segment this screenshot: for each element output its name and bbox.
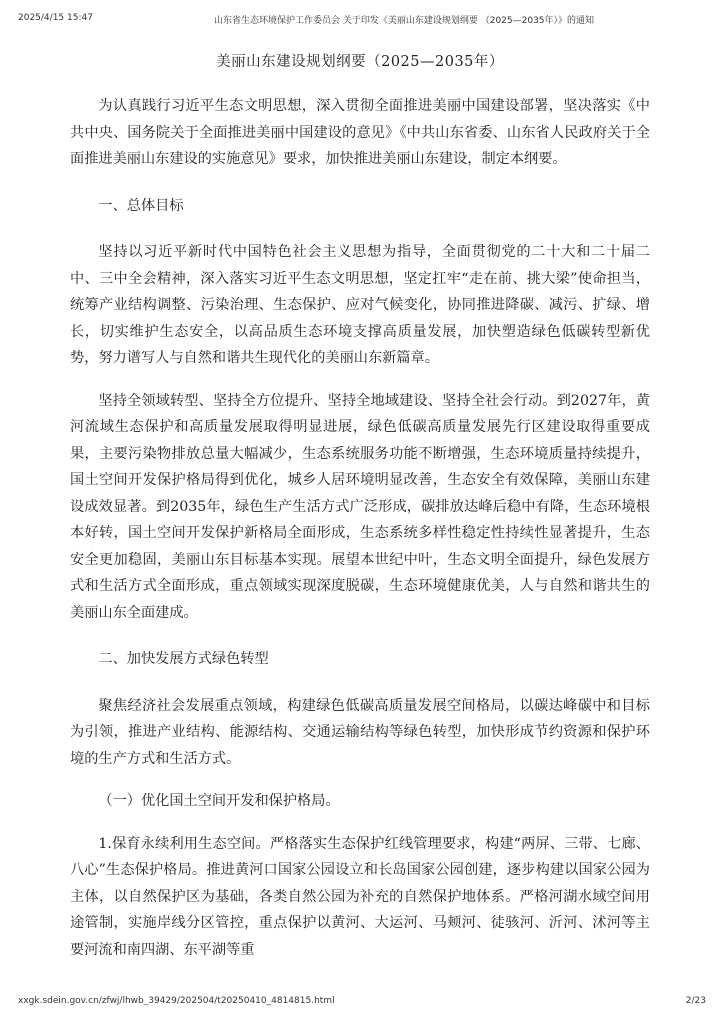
intro-paragraph: 为认真践行习近平生态文明思想，深入贯彻全面推进美丽中国建设部署，坚决落实《中共中央、国务院关于全面推进美丽中国建设的意见》《中共山东省委、山东省人民政府关于全面推进美丽山东建设的实施意见》要求，加快推进美丽山东建设，制定本纲要。 — [70, 98, 650, 167]
subsection-heading-1: （一）优化国土空间开发和保护格局。 — [98, 793, 340, 809]
section-heading-2: 二、加快发展方式绿色转型 — [98, 651, 269, 667]
page-number: 2/23 — [685, 996, 706, 1006]
section1-paragraph-2: 坚持全领域转型、坚持全方位提升、坚持全地域建设、坚持全社会行动。到2027年，黄河流域生态保护和高质量发展取得明显进展，绿色低碳高质量发展先行区建设取得重要成果，主要污染物排放总量大幅减少，生态系统服务功能不断增强，生态环境质量持续提升，国土空间开发保护格局得到优化，城乡人居环境明显改善，生态安全有效保障，美丽山东建设成效显著。到2035年，绿色生产生活方式广泛形成，碳排放达峰后稳中有降，生态环境根本好转，国土空间开发保护新格局全面形成，生态系统多样性稳定性持续性显著提升，生态安全更加稳固，美丽山东目标基本实现。展望本世纪中叶，生态文明全面提升，绿色发展方式和生活方式全面形成，重点领域实现深度脱碳，生态环境健康优美，人与自然和谐共生的美丽山东全面建成。 — [70, 392, 650, 621]
document-body — [70, 50, 650, 963]
item-1-paragraph: 1.保育永续利用生态空间。严格落实生态保护红线管理要求，构建“两屏、三带、七廊、八心”生态保护格局。推进黄河口国家公园设立和长岛国家公园创建，逐步构建以国家公园为主体，以自然保护区为基础，各类自然公园为补充的自然保护地体系。严格河湖水域空间用途管制，实施岸线分区管控，重点保护以黄河、大运河、马颊河、徒骇河、沂河、沭河等主要河流和南四湖、东平湖等重 — [70, 835, 650, 958]
print-page-title: 山东省生态环境保护工作委员会 关于印发《美丽山东建设规划纲要 （2025—2035年）》的通知 — [214, 16, 595, 26]
section-heading-1: 一、总体目标 — [98, 197, 184, 214]
page-url: xxgk.sdein.gov.cn/zfwj/lhwb_39429/202504/t20250410_4814815.html — [18, 996, 335, 1006]
print-footer — [18, 996, 706, 1010]
section2-paragraph-1: 聚焦经济社会发展重点领域，构建绿色低碳高质量发展空间格局，以碳达峰碳中和目标为引领，推进产业结构、能源结构、交通运输结构等绿色转型，加快形成节约资源和保护环境的生产方式和生活方式。 — [70, 697, 650, 767]
print-header — [18, 13, 706, 27]
section1-paragraph-1: 坚持以习近平新时代中国特色社会主义思想为指导，全面贯彻党的二十大和二十届二中、三中全会精神，深入落实习近平生态文明思想，坚定扛牢“走在前、挑大梁”使命担当，统筹产业结构调整、污染治理、生态保护、应对气候变化，协同推进降碳、减污、扩绿、增长，切实维护生态安全，以高品质生态环境支撑高质量发展，加快塑造绿色低碳转型新优势，努力谱写人与自然和谐共生现代化的美丽山东新篇章。 — [70, 244, 650, 366]
print-timestamp: 2025/4/15 15:47 — [18, 13, 93, 23]
document-title: 美丽山东建设规划纲要（2025—2035年） — [216, 54, 504, 70]
